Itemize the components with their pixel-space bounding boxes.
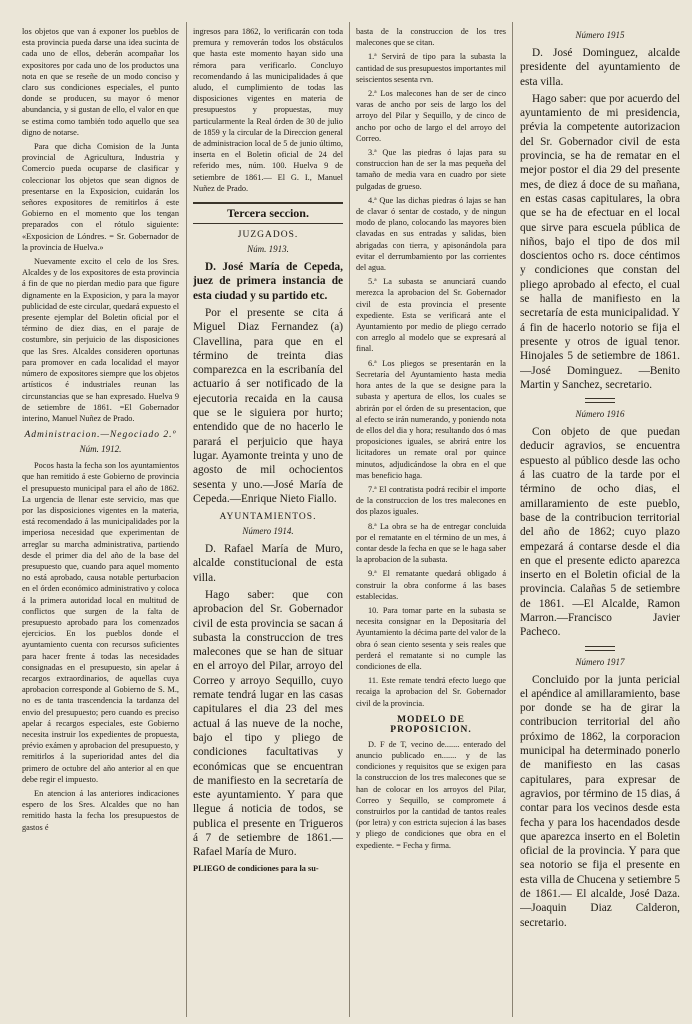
- paragraph: 4.ª Que las dichas piedras ó lajas se han de clavar ó sentar de costado, y de ningun modo de plano, colocando las mayores bien clavadas en sus entradas y salidas, bien abrigadas con tierra, y apisonándola para evitar el derrumbamiento por las corrientes del agua.: [356, 195, 506, 273]
- paragraph: Hago saber: que por acuerdo del ayuntamiento de mi presidencia, prévia la competente autorizacion del Sr. Gobernador civil de esta provincia, se ha de rematar en el mejor postor el dia 29 del presente mes, de diez á doce de su mañana, en estas casas capitulares, la obra que se ha de efectuar en el local que sirve para escuela pública de niños, bajo el tipo de dos mil doscientos ocho rs. doce céntimos y condiciones que constan del pliego aprobado al efecto, el cual se halla de manifiesto en la secretaría de esta municipalidad. Y á fin de hacerlo notorio se fija el presente y otros de igual tenor. Hinojales 5 de setiembre de 1861.—José Dominguez. —Benito Martin y Sanchez, secretario.: [520, 92, 680, 391]
- paragraph: Con objeto de que puedan deducir agravios, se encuentra espuesto al público desde las ocho á las cuatro de la tarde por el término de ocho dias, el amillaramiento de este pueblo, base de la contribucion territorial del año de 1862; cuyo plazo empezará á contarse desde el dia en que el presente edicto aparezca inserto en el Boletin oficial de la provincia. Calañas 5 de setiembre de 1861. —El Alcalde, Ramon Marron.—Francisco Javier Pacheco.: [520, 426, 680, 639]
- section-heading: JUZGADOS.: [237, 230, 299, 241]
- paragraph: 6.ª Los pliegos se presentarán en la Secretaría del Ayuntamiento hasta media hora antes de la que se designe para la subasta y apertura de ellos, los cuales se abrirán por el órden de su presentacion, que al efecto se irán numerando, y poniendo nota de ellos del dia y hora; resultando dos ó mas proposiciones iguales, se abrirá entre los licitadores un remate oral por quince minutos, adjudicándose la obra en el que mas beneficio haga.: [356, 358, 506, 480]
- paragraph: 5.ª La subasta se anunciará cuando merezca la aprobacion del Sr. Gobernador civil de esta provincia el presente expediente. Esta se verificará ante el Ayuntamiento por medio de pliego cerrado con arreglo al modelo que se expresará al final.: [356, 277, 506, 354]
- paragraph: PLIEGO de condiciones para la su-: [193, 863, 319, 873]
- column-4: [520, 26, 680, 1016]
- paragraph: 7.ª El contratista podrá recibir el importe de la construccion de los tres malecones en dos plazos iguales.: [356, 484, 506, 517]
- paragraph: Para que dicha Comision de la Junta provincial de Agricultura, Industria y Comercio pueda ocuparse de clasificar y coleccionar los objetos que sean dignos de presentarse en la Exposicion, cuidarán los señores expositores de remitirlos á este Gobierno en el momento que los tengan preparados con el rótulo siguiente: «Exposicion de Lóndres. = Sr. Gobernador de la provincia de Huelva.»: [22, 142, 179, 252]
- section-title: Tercera seccion.: [193, 202, 343, 224]
- notice-number: Número 1914.: [242, 526, 294, 537]
- notice-number: Número 1916: [575, 409, 625, 420]
- paragraph: 10. Para tomar parte en la subasta se necesita consignar en la Depositaría del Ayuntamiento la décima parte del valor de la obra ó sean ciento sesenta y seis reales que perderá el rematante si no cumple las condiciones de ella.: [356, 605, 506, 671]
- paragraph: los objetos que van á exponer los pueblos de esta provincia pueda darse una idea sucinta de cada uno de ellos, deberán acompañar los expositores por cada uno de los productos una nota en que se reseñe de un modo conciso y claro sus condiciones especiales, el punto donde se producen, su mayor ó menor abundancia, y si gustan de ello, el valor en que se estima como también todo aquello que sea digno de notarse.: [22, 27, 179, 137]
- paragraph: Concluido por la junta pericial el apéndice al amillaramiento, base por donde se ha de girar la contribucion territorial del año próximo de 1862, la corporacion municipal ha determinado ponerlo de manifiesto en las casas capitulares, para expresar de agravios, por término de 15 dias, á contar para los vecinos desde esta fecha y para los hacendados desde que aparezca inserto en el Boletin oficial de la provincia. Y para que sea notorio se fija el presente en esta villa de Chucena y setiembre 5 de 1861.— El alcalde, José Daza.—Joaquin Diaz Calderon, secretario.: [520, 673, 680, 929]
- column-2: [193, 26, 343, 1016]
- column-rule: [186, 22, 187, 1017]
- column-3: [356, 26, 506, 1016]
- column-rule: [512, 22, 513, 1017]
- paragraph: 1.ª Servirá de tipo para la subasta la cantidad de sus presupuestos importantes mil seiscientos sesenta rvn.: [356, 52, 506, 84]
- paragraph: Nuevamente excito el celo de los Sres. Alcaldes y de los expositores de esta provincia á fin de que no pierdan medio para que figure dignamente en la Exposicion, y para la mayor publicidad de este circular, quedará expuesto el presente ejemplar del Boletin oficial por el término de diez dias, en el paraje de costumbre, sin perjuicio de las disposiciones que las Sres. Alcaldes consideren oportunas para promover en cada localidad el mayor número de expositores siempre que los objetos artísticos é industriales reunan las circunstancias que se han expresado. Huelva 9 de setiembre de 1861. =El Gobernador interino, Manuel Nuñez de Prado.: [22, 257, 179, 423]
- paragraph: 2.ª Los malecones han de ser de cinco varas de ancho por seis de largo los del arroyo del Pilar y Sequillo, y de cinco de ancho por ocho de largo el del arroyo del Correo.: [356, 89, 506, 143]
- paragraph: D. F de T, vecino de....... enterado del anuncio publicado en....... y de las condiciones y requisitos que se exigen para la construccion de los tres malecones que se han de colocar en los arroyos del Pilar, Correo y Sequillo, se compromete á construirlos por la cantidad de tantos reales (por letra) y con estricta sujecion á las bases y pliego de condiciones que obra en el expediente. = Fecha y firma.: [356, 739, 506, 850]
- paragraph: D. José Dominguez, alcalde presidente del ayuntamiento de esta villa.: [520, 47, 680, 88]
- separator: [585, 646, 615, 651]
- column-rule: [349, 22, 350, 1017]
- paragraph: En atencion á las anteriores indicaciones espero de los Sres. Alcaldes que no han remitido hasta la fecha los presupuestos de gastos é: [22, 789, 179, 832]
- section-heading: Administracion.—Negociado 2.º: [24, 430, 177, 441]
- paragraph: 9.ª El rematante quedará obligado á construir la obra conforme á las bases establecidas.: [356, 569, 506, 601]
- paragraph: 11. Este remate tendrá efecto luego que recaiga la aprobacion del Sr. Gobernador civil de la provincia.: [356, 676, 506, 708]
- paragraph: basta de la construccion de los tres malecones que se citan.: [356, 27, 506, 48]
- paragraph: ingresos para 1862, lo verificarán con toda premura y removerán todos los obstáculos que hasta este momento hayan sido una rémora para verificarlo. Concluyo recomendando á las municipalidades á que aludo, el cumplimiento de todas las disposiciones vigentes en materia de presupuestos y propuestas, muy particularmente la Real órden de 30 de julio de 1859 y la circular de la Direccion general de administracion local de 5 de junio último, inserta en el Boletin oficial de 24 del referido mes, núm. 100. Huelva 9 de setiembre de 1861.— El G. I., Manuel Nuñez de Prado.: [193, 27, 343, 193]
- paragraph: 3.ª Que las piedras ó lajas para su construccion han de ser la mas pequeña del tamaño de media vara en cuadro por siete pulgadas de grueso.: [356, 148, 506, 191]
- paragraph: D. Rafael María de Muro, alcalde constitucional de esta villa.: [193, 543, 343, 584]
- paragraph: Hago saber: que con aprobacion del Sr. Gobernador civil de esta provincia se sacan á subasta la construccion de tres malecones que se han de situar en el arroyo del Pilar, arroyo del Correo y arroyo Sequillo, cuyo remate tendrá lugar en las casas capitulares el dia 23 del mes actual á las nueve de la noche, bajo el tipo y pliego de condiciones facultativas y económicas que se encuentran de manifiesto en la secretaría de este ayuntamiento. Y para que llegue á noticia de todos, se publica el presente en Trigueros á 7 de setiembre de 1861.—Rafael María de Muro.: [193, 588, 343, 859]
- paragraph: D. José María de Cepeda, juez de primera instancia de esta ciudad y su partido etc.: [193, 261, 343, 302]
- notice-number: Número 1915: [575, 30, 625, 40]
- notice-number: Número 1917: [575, 656, 625, 667]
- notice-number: Núm. 1912.: [79, 444, 122, 455]
- section-heading: MODELO DE PROPOSICION.: [390, 714, 472, 735]
- notice-number: Núm. 1913.: [247, 244, 289, 255]
- separator: [585, 398, 615, 403]
- section-heading: AYUNTAMIENTOS.: [219, 512, 317, 523]
- column-1: [22, 26, 179, 1016]
- paragraph: Pocos hasta la fecha son los ayuntamientos que han remitido á este Gobierno de provincia el presupuesto municipal para el año de 1862. La urgencia de llenar este servicio, mas que por las disposiciones vigentes en la materia, está recomendado á las municipalidades por la imperiosa necesidad que experimentan de arreglar su marcha administrativa, partiendo desde el primer dia del año de la base del presupuesto que, cuando para aquel momento no está aprobado, causa notable perturbacion en el órden económico administrativo y coloca á la primera autoridad local en multitud de conflictos que surgen de la falta de presupuesto aprobado para los comenzados ejercicios. En los pueblos donde el ayuntamiento cuenta con recursos suficientes para hacer frente á todas las necesidades consignadas en el presupuesto, sin apelar á recargos extraordinarios, de aquellas cuya aprobacion corresponde al Gobierno de S. M., no es de tanta trascendencia la tardanza del envio del presupuesto; pero cuando es preciso apelar á recargos especiales, este Gobierno necesita instruir los expedientes de propuesta, prévio exámen y aprobacion del presupuesto, y remitirlos á la superioridad antes del dia primero de octubre del año anterior al en que debe regir el impuesto.: [22, 461, 179, 784]
- paragraph: Por el presente se cita á Miguel Diaz Fernandez (a) Clavellina, para que en el término de treinta dias comparezca en la escribanía del actuario á ser notificado de la ejecutoria recaida en la causa que se le siguiera por hurto; entendido que de no hacerlo le parará el perjuicio que haya lugar. Ayamonte treinta y uno de agosto de mil ochocientos sesenta y uno.—José María de Cepeda.—Enrique Nieto Fiallo.: [193, 306, 343, 505]
- paragraph: 8.ª La obra se ha de entregar concluida por el rematante en el término de un mes, á contar desde la fecha en que se le haga saber la aprobacion de la subasta.: [356, 521, 506, 565]
